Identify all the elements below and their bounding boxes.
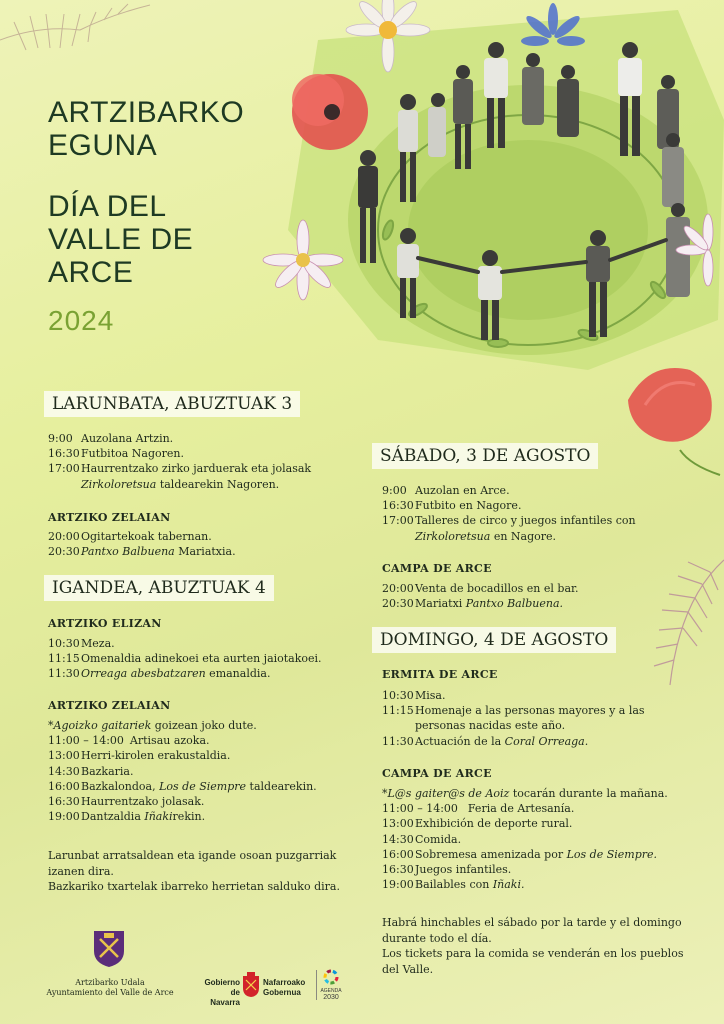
- activity: Feria de Artesanía.: [467, 802, 575, 816]
- activity: [415, 703, 645, 733]
- activity-text: Bailables con: [415, 878, 493, 892]
- activity: Haurrentzako jolasak.: [81, 795, 205, 809]
- note-line: Larunbat arratsaldean eta igande osoan puzgarriak: [48, 849, 337, 862]
- activity: [415, 513, 636, 543]
- activity-text: Mariatxi: [415, 597, 466, 611]
- corner-flower-decoration: [0, 0, 160, 70]
- note-line: Bazkariko txartelak ibarreko herrietan salduko dira.: [48, 880, 340, 893]
- gov-eu-line1: Nafarroako: [263, 978, 306, 987]
- schedule-row: [48, 809, 358, 824]
- schedule-row: [382, 801, 702, 816]
- schedule-row: [48, 764, 358, 779]
- schedule-row: [48, 666, 348, 681]
- es-footer-note: [382, 915, 712, 977]
- activity: Comida.: [415, 832, 462, 846]
- note-line: izanen dira.: [48, 864, 114, 878]
- fern-decoration: [640, 540, 724, 690]
- schedule-row: [382, 498, 682, 513]
- tulip-flower-decoration: [620, 360, 724, 480]
- note-text: tocarán durante la mañana.: [509, 787, 668, 800]
- activity: [415, 877, 524, 892]
- time: 16:00: [48, 779, 80, 793]
- time: 11:30: [382, 734, 414, 748]
- time: 11:15: [48, 652, 80, 666]
- performer: Pantxo Balbuena.: [465, 597, 564, 611]
- schedule-row: [382, 513, 682, 543]
- eu-sunday-note: [48, 718, 358, 733]
- title-basque-line1: ARTZIBARKO: [48, 96, 245, 129]
- activity-text: emanaldia.: [205, 667, 271, 681]
- schedule-row: [48, 733, 358, 748]
- event-year: 2024: [48, 305, 115, 336]
- eu-saturday-schedule: [48, 431, 348, 492]
- schedule-row: [48, 529, 348, 544]
- schedule-row: [48, 794, 358, 809]
- time: 11:00 – 14:00: [48, 734, 124, 748]
- schedule-row: [382, 688, 692, 703]
- performer: Iñaki: [144, 810, 173, 824]
- activity: Meza.: [81, 637, 115, 650]
- time: 20:00: [382, 582, 414, 595]
- time: 20:30: [48, 545, 80, 559]
- footer-divider: [316, 970, 317, 1000]
- schedule-row: [382, 832, 702, 847]
- group-name: Zirkoloretsua: [81, 477, 157, 491]
- title-spanish-line3: ARCE: [48, 256, 134, 289]
- gov-eu-line2: Gobernua: [263, 988, 301, 997]
- activity: [81, 666, 270, 681]
- agenda-2030-icon: [322, 968, 340, 986]
- eu-saturday-header: LARUNBATA, ABUZTUAK 3: [44, 391, 300, 417]
- performer: Orreaga abesbatzaren: [81, 667, 206, 681]
- eu-sunday-schedule2: [48, 718, 358, 824]
- schedule-row: [48, 431, 348, 446]
- performer: Pantxo Balbuena: [81, 545, 175, 559]
- time: 9:00: [382, 484, 407, 497]
- schedule-row: [48, 748, 358, 763]
- time: 19:00: [382, 878, 414, 892]
- gov-es-line2: de Navarra: [210, 988, 240, 1007]
- time: 14:30: [382, 832, 414, 846]
- performer: Los de Siempre: [159, 779, 247, 793]
- note-line: Los tickets para la comida se venderán en los pueblos: [382, 947, 684, 960]
- activity: [415, 734, 588, 749]
- schedule-row: [48, 651, 348, 666]
- gov-navarra-es: [202, 978, 240, 1008]
- time: 17:00: [382, 514, 414, 528]
- activity-text: Haurrentzako zirko jarduerak eta jolasak: [81, 462, 312, 476]
- performer: Iñaki.: [492, 878, 525, 892]
- schedule-row: [382, 596, 682, 611]
- note-line: durante todo el día.: [382, 931, 492, 945]
- note-line: Habrá hinchables el sábado por la tarde y el domingo: [382, 916, 682, 929]
- gov-navarra-eu: [263, 978, 305, 998]
- title-basque: [48, 96, 244, 162]
- activity-text: Homenaje a las personas mayores y a las: [415, 704, 645, 718]
- eu-footer-note: [48, 848, 368, 895]
- activity: [415, 596, 563, 611]
- es-saturday-schedule2: [382, 581, 682, 611]
- activity: Omenaldia adinekoei eta aurten jaiotakoei.: [81, 652, 322, 666]
- schedule-row: [382, 816, 702, 831]
- activity-text: Sobremesa amenizada por: [415, 847, 567, 861]
- town-name-spanish: Ayuntamiento del Valle de Arce: [46, 988, 174, 997]
- activity: [81, 461, 311, 491]
- note-line: del Valle.: [382, 962, 434, 976]
- time: 14:30: [48, 764, 80, 778]
- note-text: goizean joko dute.: [151, 719, 257, 732]
- time: 11:30: [48, 667, 80, 681]
- title-spanish-line2: VALLE DE: [48, 223, 194, 256]
- activity: Auzolan en Arce.: [415, 484, 510, 497]
- schedule-row: [48, 544, 348, 559]
- activity: Venta de bocadillos en el bar.: [415, 582, 579, 595]
- activity-text-cont: taldearekin Nagoren.: [156, 477, 280, 491]
- schedule-row: [48, 636, 348, 651]
- schedule-row: [382, 483, 682, 498]
- title-spanish: [48, 190, 193, 289]
- agenda-label-line2: 2030: [323, 994, 339, 1001]
- es-sunday-schedule1: [382, 688, 692, 749]
- time: 9:00: [48, 432, 73, 445]
- activity-text-cont: taldearekin.: [246, 779, 317, 793]
- activity-text-cont: personas nacidas este año.: [415, 719, 566, 733]
- note-performer: *L@s gaiter@s de Aoiz: [382, 787, 510, 800]
- activity-text: Actuación de la: [415, 734, 505, 748]
- es-saturday-schedule: [382, 483, 682, 544]
- activity-text: Bazkalondoa,: [81, 779, 160, 793]
- activity: Futbito en Nagore.: [415, 499, 522, 513]
- time: 16:30: [48, 795, 80, 809]
- activity-text: Dantzaldia: [81, 810, 145, 824]
- activity-text-cont: rekin.: [172, 810, 206, 824]
- activity: [81, 779, 317, 794]
- time: 13:00: [48, 749, 80, 763]
- schedule-row: [382, 862, 702, 877]
- activity: [81, 544, 236, 559]
- schedule-row: [382, 581, 682, 596]
- activity-text-cont: en Nagore.: [490, 529, 557, 543]
- activity: Juegos infantiles.: [415, 863, 512, 877]
- eu-saturday-schedule2: [48, 529, 348, 559]
- activity: Herri-kirolen erakustaldia.: [81, 749, 231, 763]
- schedule-row: [48, 461, 348, 491]
- group-name: Zirkoloretsua: [415, 529, 491, 543]
- eu-sunday-section1: ARTZIKO ELIZAN: [48, 617, 162, 630]
- time: 10:30: [48, 637, 80, 650]
- activity: Futbitoa Nagoren.: [81, 447, 184, 461]
- time: 19:00: [48, 810, 80, 824]
- eu-sunday-schedule1: [48, 636, 348, 682]
- schedule-row: [382, 877, 702, 892]
- es-saturday-header: SÁBADO, 3 DE AGOSTO: [372, 443, 598, 469]
- time: 16:30: [382, 863, 414, 877]
- navarra-shield-icon: [242, 972, 260, 998]
- time: 13:00: [382, 817, 414, 831]
- activity: Artisau azoka.: [129, 734, 210, 748]
- dancers-circle-illustration: [258, 0, 724, 380]
- time: 17:00: [48, 462, 80, 476]
- schedule-row: [382, 703, 692, 733]
- eu-sunday-section2: ARTZIKO ZELAIAN: [48, 699, 171, 712]
- activity: Bazkaria.: [81, 764, 134, 778]
- activity-text: Mariatxia.: [174, 545, 236, 559]
- gov-es-line1: Gobierno: [204, 978, 240, 987]
- agenda-label-line1: AGENDA: [320, 988, 342, 994]
- activity: Exhibición de deporte rural.: [415, 817, 573, 831]
- agenda-2030-label: [320, 988, 342, 1002]
- note-performer: *Agoizko gaitariek: [48, 719, 152, 732]
- es-sunday-section2: CAMPA DE ARCE: [382, 767, 492, 780]
- schedule-row: [48, 446, 348, 461]
- es-saturday-section2: CAMPA DE ARCE: [382, 562, 492, 575]
- activity: [81, 809, 205, 824]
- town-council-name: [40, 978, 180, 998]
- town-coat-of-arms-icon: [92, 929, 126, 969]
- schedule-row: [382, 847, 702, 862]
- eu-sunday-header: IGANDEA, ABUZTUAK 4: [44, 575, 274, 601]
- time: 10:30: [382, 689, 414, 702]
- activity: Ogitartekoak tabernan.: [81, 530, 212, 543]
- es-sunday-header: DOMINGO, 4 DE AGOSTO: [372, 627, 616, 653]
- es-sunday-section1: ERMITA DE ARCE: [382, 668, 498, 681]
- schedule-row: [382, 734, 692, 749]
- activity: [415, 847, 657, 862]
- title-spanish-line1: DÍA DEL: [48, 190, 167, 223]
- schedule-row: [48, 779, 358, 794]
- time: 16:30: [48, 447, 80, 461]
- poppy-flower-decoration: [292, 74, 368, 150]
- time: 16:30: [382, 499, 414, 513]
- activity: Misa.: [415, 689, 446, 702]
- eu-saturday-section2: ARTZIKO ZELAIAN: [48, 511, 171, 524]
- es-sunday-note: [382, 786, 702, 801]
- activity-text: Talleres de circo y juegos infantiles con: [415, 514, 636, 528]
- time: 20:00: [48, 530, 80, 543]
- performer: Los de Siempre.: [566, 847, 657, 861]
- time: 16:00: [382, 847, 414, 861]
- activity: Auzolana Artzin.: [81, 432, 174, 445]
- time: 11:15: [382, 704, 414, 718]
- performer: Coral Orreaga.: [504, 734, 589, 748]
- time: 20:30: [382, 597, 414, 611]
- title-basque-line2: EGUNA: [48, 129, 158, 162]
- town-name-basque: Artzibarko Udala: [75, 978, 145, 987]
- time: 11:00 – 14:00: [382, 802, 458, 816]
- es-sunday-schedule2: [382, 786, 702, 892]
